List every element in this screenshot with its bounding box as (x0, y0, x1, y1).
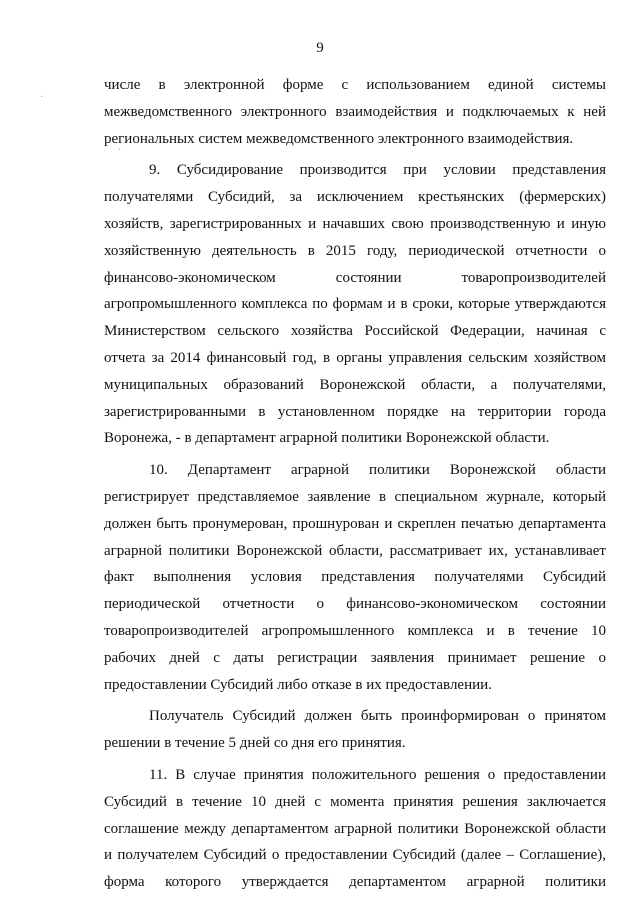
paragraph-item-10 (104, 457, 606, 698)
paragraph-continuation (104, 72, 606, 152)
text-line: Субсидий в течение 10 дней с момента принятия решения заключается (104, 793, 606, 810)
text-line: рабочих дней с даты регистрации заявления принимает решение о (104, 649, 606, 666)
text-line: хозяйств, зарегистрированных и начавших свою производственную и иную (104, 215, 606, 232)
text-line: предоставлении Субсидий либо отказе в их предоставлении. (104, 676, 492, 693)
text-line: зарегистрированными в установленном порядке на территории города (104, 403, 606, 420)
paragraph-notification (104, 703, 606, 757)
page-number: 9 (316, 40, 324, 56)
text-line: хозяйственную деятельность в 2015 году, периодической отчетности о (104, 242, 606, 259)
text-line: решении в течение 5 дней со дня его принятия. (104, 735, 406, 752)
text-line: 9. Субсидирование производится при условии представления (149, 162, 606, 179)
text-line: товаропроизводителей агропромышленного комплекса и в течение 10 (104, 622, 606, 639)
text-line: Воронежа, - в департамент аграрной политики Воронежской области. (104, 430, 550, 447)
text-line: 10. Департамент аграрной политики Воронежской области (149, 462, 606, 479)
text-line: финансово-экономическом состоянии товаропроизводителей (104, 269, 606, 286)
document-body (104, 72, 606, 896)
scan-artifact-dot: · (40, 92, 44, 103)
text-line: 11. В случае принятия положительного решения о предоставлении (149, 766, 606, 783)
text-line: Министерством сельского хозяйства Российской Федерации, начиная с (104, 323, 606, 340)
text-line: аграрной политики Воронежской области, рассматривает их, устанавливает (104, 542, 606, 559)
paragraph-item-9 (104, 157, 606, 452)
text-line: регистрирует представляемое заявление в специальном журнале, который (104, 488, 606, 505)
text-line: муниципальных образований Воронежской области, а получателями, (104, 376, 606, 393)
text-line: факт выполнения условия представления получателями Субсидий (104, 569, 606, 586)
text-line: и получателем Субсидий о предоставлении Субсидий (далее – Соглашение), (104, 847, 606, 864)
paragraph-item-11 (104, 762, 606, 896)
text-line: межведомственного электронного взаимодействия и подключаемых к ней (104, 103, 606, 120)
text-line: должен быть пронумерован, прошнурован и скреплен печатью департамента (104, 515, 606, 532)
text-line: форма которого утверждается департаментом аграрной политики (104, 874, 606, 891)
text-line: региональных систем межведомственного электронного взаимодействия. (104, 130, 574, 147)
text-line: периодической отчетности о финансово-экономическом состоянии (104, 596, 606, 613)
text-line: Получатель Субсидий должен быть проинформирован о принятом (149, 708, 606, 725)
text-line: получателями Субсидий, за исключением крестьянских (фермерских) (104, 189, 606, 206)
text-line: числе в электронной форме с использованием единой системы (104, 77, 606, 93)
scan-artifact-dot: · (118, 145, 122, 156)
text-line: соглашение между департаментом аграрной политики Воронежской области (104, 820, 606, 837)
text-line: агропромышленного комплекса по формам и в сроки, которые утверждаются (104, 296, 606, 313)
text-line: отчета за 2014 финансовый год, в органы управления сельским хозяйством (104, 349, 606, 366)
